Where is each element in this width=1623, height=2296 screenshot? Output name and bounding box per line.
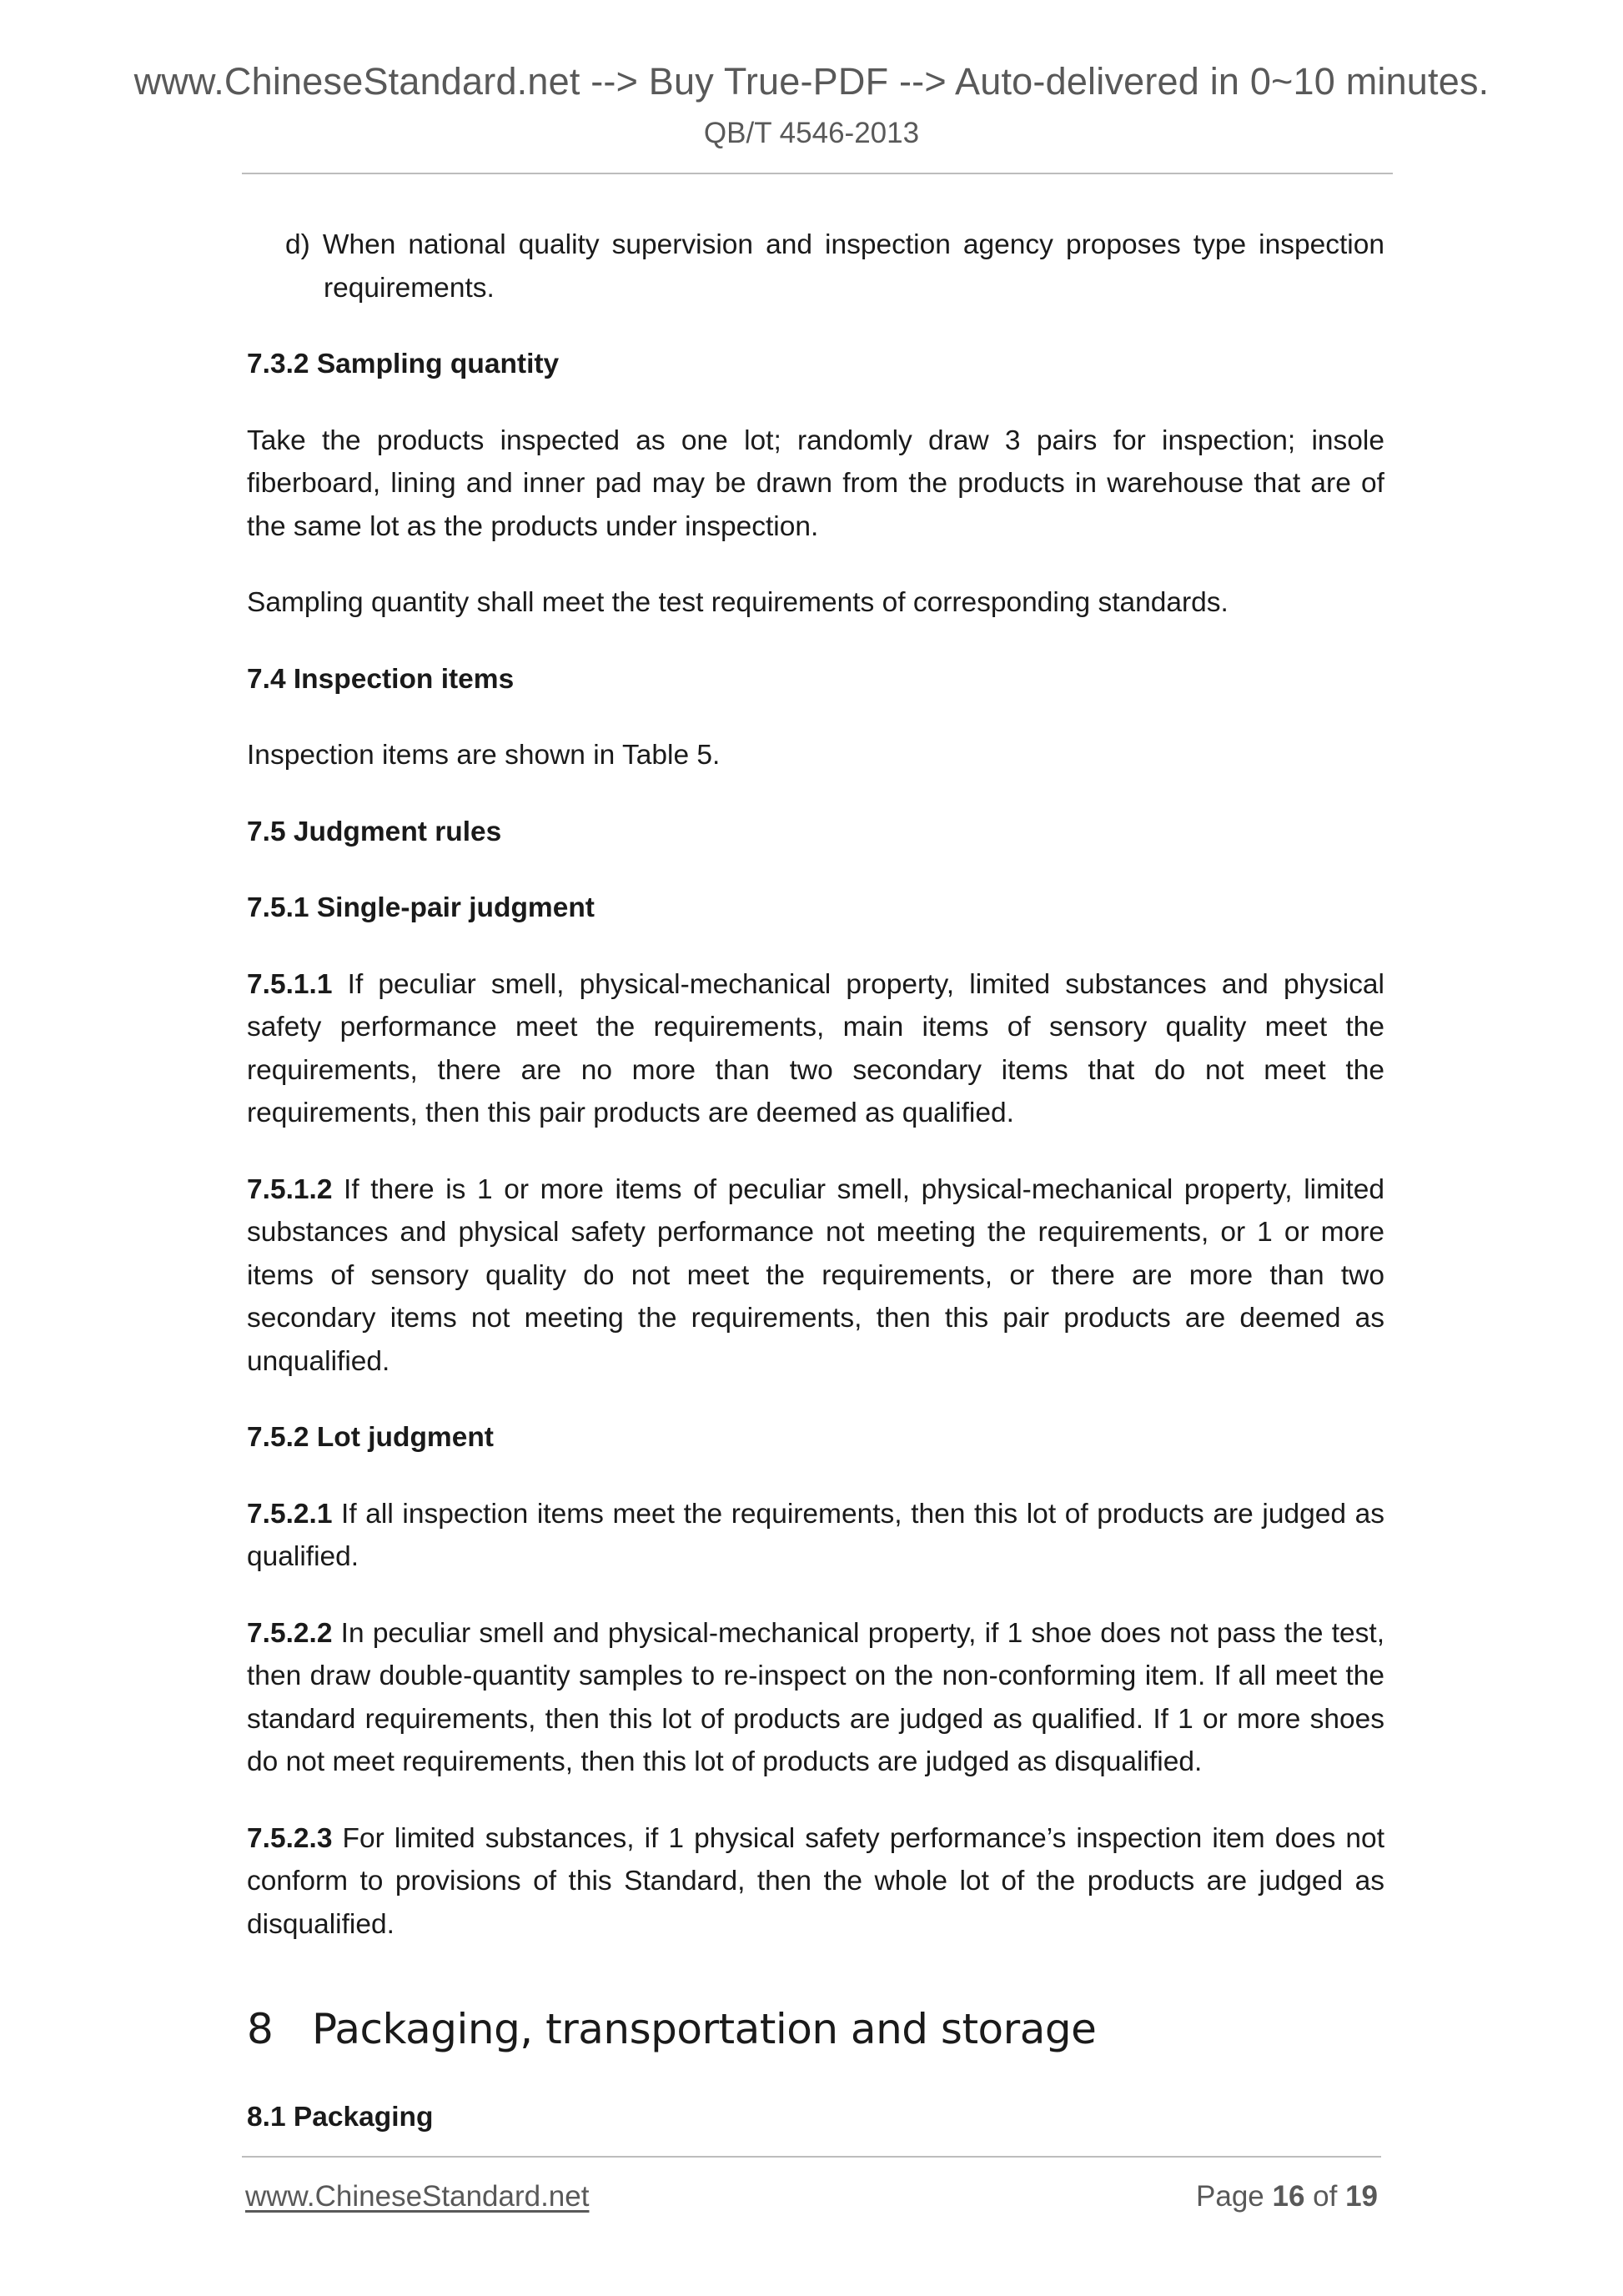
- clause-text: For limited substances, if 1 physical safety performance’s inspection item does not conform to provisions of this Standard, then the whole lot of the products are judged as disqualified.: [247, 1822, 1384, 1940]
- heading-7-4: 7.4 Inspection items: [247, 663, 515, 695]
- paragraph-7-4: Inspection items are shown in Table 5.: [247, 740, 721, 771]
- list-item-d: d) When national quality supervision and inspection agency proposes type inspection requirements.: [285, 229, 1384, 304]
- clause-number: 7.5.2.1: [247, 1498, 333, 1530]
- clause-text: If all inspection items meet the requirements, then this lot of products are judged as qualified.: [247, 1498, 1384, 1572]
- header-banner: www.ChineseStandard.net --> Buy True-PDF --> Auto-delivered in 0~10 minutes.: [133, 60, 1490, 103]
- heading-7-5-2: 7.5.2 Lot judgment: [247, 1422, 494, 1453]
- page-total: 19: [1345, 2180, 1378, 2213]
- footer-divider: [242, 2156, 1381, 2158]
- clause-number: 7.5.1.2: [247, 1173, 333, 1205]
- clause-7-5-1-1: [247, 963, 1384, 1135]
- clause-text: If peculiar smell, physical-mechanical property, limited substances and physical safety performance meet the requirements, main items of sensory quality meet the requirements, there are no more than two secondary items that do not meet the requirements, then this pair products are deemed as qualified.: [247, 968, 1384, 1128]
- clause-text: In peculiar smell and physical-mechanical property, if 1 shoe does not pass the test, then draw double-quantity samples to re-inspect on the non-conforming item. If all meet the standard requirements, then this lot of products are judged as qualified. If 1 or more shoes do not meet requirements, then this lot of products are judged as disqualified.: [247, 1617, 1384, 1777]
- clause-text: If there is 1 or more items of peculiar smell, physical-mechanical property, limited substances and physical safety performance not meeting the requirements, or 1 or more items of sensory quality do not meet the requirements, or there are more than two secondary items not meeting the requirements, then this pair products are deemed as unqualified.: [247, 1173, 1384, 1377]
- heading-7-3-2: 7.3.2 Sampling quantity: [247, 349, 560, 379]
- footer-website-link[interactable]: www.ChineseStandard.net: [245, 2180, 590, 2213]
- clause-7-5-2-2: [247, 1612, 1384, 1784]
- page-current: 16: [1272, 2180, 1305, 2213]
- clause-number: 7.5.2.2: [247, 1617, 333, 1649]
- document-code: QB/T 4546-2013: [703, 117, 920, 149]
- clause-number: 7.5.1.1: [247, 968, 333, 1000]
- clause-7-5-1-2: [247, 1168, 1384, 1384]
- heading-7-5-1: 7.5.1 Single-pair judgment: [247, 892, 595, 923]
- header-divider: [242, 173, 1393, 174]
- page-of: of: [1304, 2180, 1346, 2213]
- clause-7-5-2-1: [247, 1493, 1384, 1579]
- section-number: 8: [247, 2005, 274, 2053]
- page-prefix: Page: [1196, 2180, 1273, 2213]
- heading-7-5: 7.5 Judgment rules: [247, 816, 502, 847]
- page-content: [247, 224, 1384, 2173]
- clause-number: 7.5.2.3: [247, 1822, 333, 1854]
- heading-8: [247, 2004, 1384, 2054]
- heading-8-1: 8.1 Packaging: [247, 2102, 434, 2133]
- clause-7-5-2-3: [247, 1817, 1384, 1947]
- paragraph-7-3-2-b: Sampling quantity shall meet the test requirements of corresponding standards.: [247, 587, 1229, 618]
- section-title: Packaging, transportation and storage: [312, 2005, 1097, 2053]
- page-number: [1196, 2180, 1378, 2213]
- paragraph-7-3-2-a: Take the products inspected as one lot; randomly draw 3 pairs for inspection; insole fiberboard, lining and inner pad may be drawn from the products in warehouse that are of the same lot as the products under inspection.: [247, 425, 1384, 542]
